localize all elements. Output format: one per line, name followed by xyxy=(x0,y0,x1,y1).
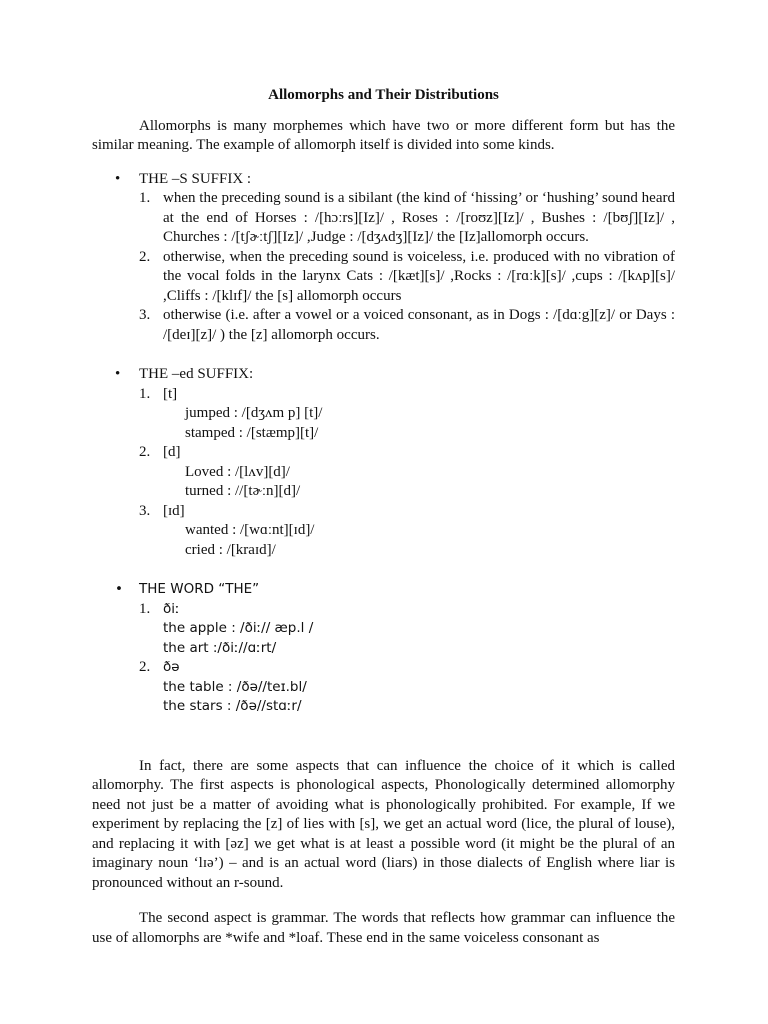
example-line: wanted : /[wɑːnt][ɪd]/ xyxy=(185,522,315,538)
the-word-heading-text: THE WORD “THE” xyxy=(139,581,260,597)
allomorph-label: [d] xyxy=(163,444,181,460)
list-item-text: otherwise, when the preceding sound is voiceless, i.e. produced with no vibration of the vocal folds in the larynx Cats : /[kæt][s]/ ,Rocks : /[rɑːk][s]/ ,cups : /[kʌp][s]/ ,Cliffs : /[klɪf]/ the [s] allomorph occurs xyxy=(163,248,675,304)
bullet-icon: • xyxy=(115,581,123,597)
list-item xyxy=(92,385,675,444)
example-line: jumped : /[dʒʌm p] [t]/ xyxy=(185,405,323,421)
list-number: 3. xyxy=(139,307,151,323)
list-number: 3. xyxy=(139,502,151,519)
example-line: the art :/ðiː//ɑːrt/ xyxy=(163,639,277,656)
example-line: the apple : /ðiː// æp.l / xyxy=(163,620,314,636)
the-word-list xyxy=(92,600,675,717)
s-suffix-list xyxy=(92,189,675,345)
list-item xyxy=(92,306,675,345)
list-number: 1. xyxy=(139,190,151,206)
example-line: turned : //[tɚːn][d]/ xyxy=(185,483,301,499)
bullet-icon: • xyxy=(115,366,121,382)
list-item-text: when the preceding sound is a sibilant (the kind of ‘hissing’ or ‘hushing’ sound heard at the end of Horses : /[hɔːrs][Iz]/ , Roses : /[roʊz][Iz]/ , Bushes : /[bʊʃ][Iz]/ , Churches : /[tʃɚːtʃ][Iz]/ ,Judge : /[dʒʌdʒ][Iz]/ the [Iz]allomorph occurs. xyxy=(163,190,675,245)
list-item xyxy=(92,600,675,659)
ed-suffix-section xyxy=(92,365,675,560)
ed-suffix-heading-text: THE –ed SUFFIX: xyxy=(139,366,254,382)
intro-paragraph: Allomorphs is many morphemes which have two or more different form but has the similar meaning. The example of allomorph itself is divided into some kinds. xyxy=(92,117,675,153)
list-item xyxy=(92,502,675,561)
example-line: stamped : /[stæmp][t]/ xyxy=(185,424,319,441)
allomorphy-paragraph: In fact, there are some aspects that can influence the choice of it which is called allomorphy. The first aspects is phonological aspects, Phonologically determined allomorphy need not just be a matter of avoiding what is phonologically prohibited. For example, If we experiment by replacing the [z] of lies with [s], we get an actual word (lice, the plural of louse), and replacing it with [əz] we get what is at least a possible word (it might be the plural of an imaginary noun ‘lɪə’) – and is an actual word (liars) in those dialects of English where liar is pronounced without an r-sound. xyxy=(92,757,675,891)
list-number: 1. xyxy=(139,385,151,402)
list-number: 2. xyxy=(139,659,151,675)
list-item-text: otherwise (i.e. after a vowel or a voiced consonant, as in Dogs : /[dɑːg][z]/ or Days : /[deɪ][z]/ ) the [z] allomorph occurs. xyxy=(163,307,675,343)
document-title: Allomorphs and Their Distributions xyxy=(268,87,499,103)
the-word-section xyxy=(92,580,675,717)
example-line: Loved : /[lʌv][d]/ xyxy=(185,463,290,480)
list-number: 2. xyxy=(139,248,151,265)
list-item xyxy=(92,248,675,307)
example-line: the table : /ðə//teɪ.bl/ xyxy=(163,678,307,695)
grammar-paragraph: The second aspect is grammar. The words that reflects how grammar can influence the use of allomorphs are *wife and *loaf. These end in the same voiceless consonant as xyxy=(92,910,675,946)
list-item xyxy=(92,443,675,502)
the-word-heading xyxy=(92,580,675,600)
example-line: cried : /[kraɪd]/ xyxy=(185,541,276,558)
pronunciation-label: ðiː xyxy=(163,600,180,617)
s-suffix-heading xyxy=(92,170,675,190)
ed-suffix-heading xyxy=(92,365,675,385)
document-page xyxy=(92,86,675,948)
list-number: 2. xyxy=(139,444,151,460)
ed-suffix-list xyxy=(92,385,675,561)
s-suffix-section xyxy=(92,170,675,346)
list-number: 1. xyxy=(139,600,151,617)
list-item xyxy=(92,658,675,717)
bullet-icon: • xyxy=(115,170,121,187)
allomorph-label: [t] xyxy=(163,385,178,402)
example-line: the stars : /ðə//stɑːr/ xyxy=(163,698,302,714)
s-suffix-heading-text: THE –S SUFFIX : xyxy=(139,170,252,187)
pronunciation-label: ðə xyxy=(163,659,180,675)
list-item xyxy=(92,189,675,248)
allomorph-label: [ɪd] xyxy=(163,502,185,519)
